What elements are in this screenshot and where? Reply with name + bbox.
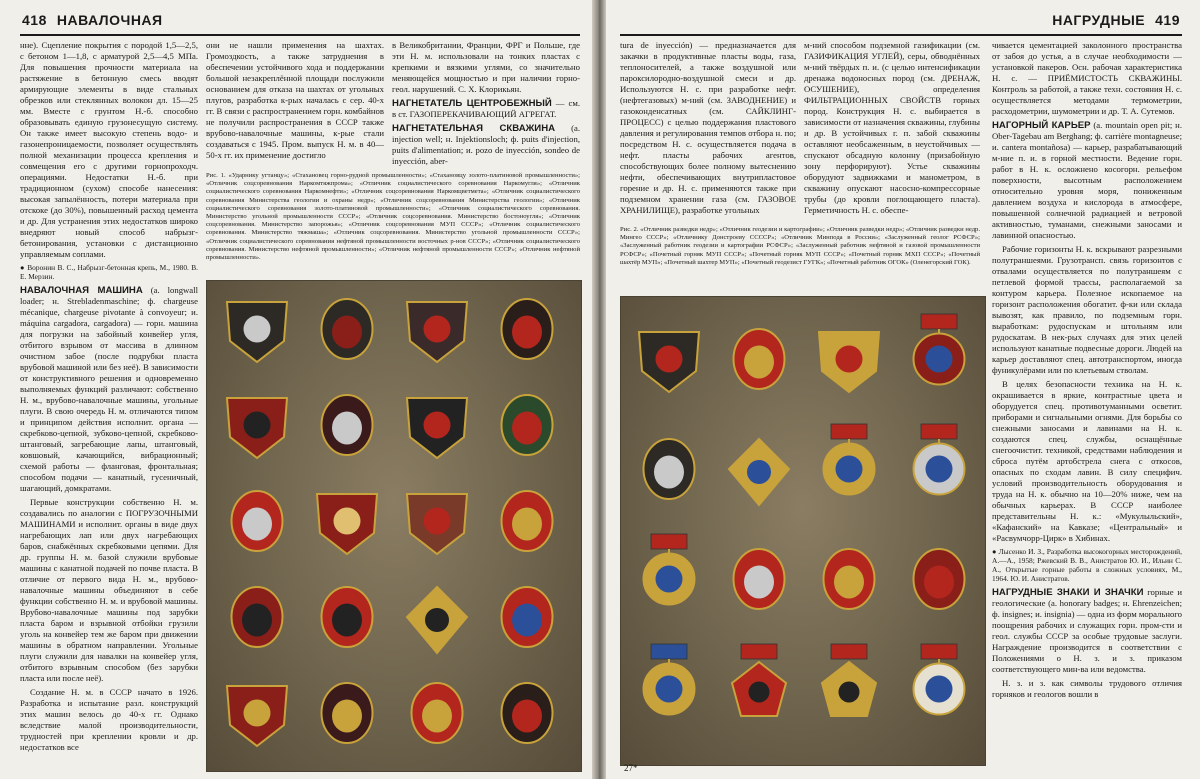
- paragraph: [206, 40, 384, 160]
- badge-shield-1: [639, 332, 699, 392]
- badge-oval-6: [322, 395, 373, 455]
- paragraph-text: в Великобритании, Франции, ФРГ и Польше, где эти Н. м. использовали на тонких пластах с крепкими и вязкими углями, со значительно меняющейся мощностью и при наличии горно-геол. нарушений. С. Х. Клорикьян.: [392, 40, 580, 94]
- badge-pent-14: [732, 644, 786, 716]
- left-head-title: НАВАЛОЧНАЯ: [56, 12, 163, 28]
- paragraph-text: Создание Н. м. в СССР начато в 1926. Разработка и испытание разл. конструкций этих машин велось до 40-х гг. Однако вследствие малой производительности, трудностей при креплении кровли и др. недостатков все: [20, 687, 198, 752]
- paragraph: [20, 40, 198, 260]
- badge-oval-20: [502, 683, 553, 743]
- signature-mark: 27*: [624, 763, 638, 773]
- article-entry: [992, 587, 1182, 675]
- paragraph-text: Рабочие горизонты Н. к. вскрывают разрезными полутраншеями. Грузотрансп. связь горизонтов с отвалами осуществляется по полутраншеям с петлевой формой трассы, располагаемой за контуром карьера. Полезное ископаемое на горизонт расположения обогатит. ф-ки или склада вывозят, как правило, по подземным горн. выработкам: рудоспускам и штольням или рудоскатам. В нек-рых случаях для этих целей используют канатные подвесные дороги. Людей на карьер доставляют спец. автотранспортом, иногда фуникулёрами или по клетьевым стволам.: [992, 244, 1182, 375]
- paragraph-text: — см. в ст. ГАЗОПЕРЕКАЧИВАЮЩИЙ АГРЕГАТ.: [392, 98, 580, 119]
- badge-medal-13: [644, 644, 695, 715]
- badge-oval-19: [412, 683, 463, 743]
- paragraph-text: м-ний способом подземной газификации (см. ГАЗИФИКАЦИЯ УГЛЕЙ), серы, обводнённых м-ний твёрдых п. и. (с целью интенсификации дренажа водоносных пород (см. ДРЕНАЖ, ОСУШЕНИЕ), определения ФИЛЬТРАЦИОННЫХ СВОЙСТВ горных пород. Конструкция Н. с. выбирается в зависимости от назначения скважины, глубины и др. В устойчивых г. п. забой скважины оставляют необсаженным, в неустойчивых — спускают обсадную колонну (призабойную зону перфорируют). Устье скважины оборудуют задвижками и манометром, в скважину опускают насосно-компрессорные трубы (до кровли поглощающего пласта). Герметичность Н. с. обеспе-: [804, 40, 980, 215]
- badge-shield-1: [227, 302, 287, 362]
- badge-oval-13: [232, 587, 283, 647]
- badge-diamond-15: [407, 587, 467, 653]
- paragraph-text: нне). Сцепление покрытия с породой 1,5—2,5, с бетоном 1—1,8, с арматурой 2,5—4,5 МПа. Для повышения прочности материала на растяжение в бетонную смесь вводят армирующие элементы в виде стальных обрезков или стеклянных волокон дл. 15—25 мм. Вместе с грунтом Н.-б. способно образовывать единую грузонесущую систему. Он также имеет высокую степень водо- и газонепроницаемости, позволяет осуществлять полной механизации процесса крепления и совмещения его с другими горнопроходч. операциями. Недостатки Н.-б. при традиционном (сухом) способе нанесения: высокая запылённость, потери материала при отскоке (до 30%), повышенный расход цемента и др. Для устранения этих недостатков широко внедряют новый способ набрызг-бетонирования, установки с дистанционно управляемым соплами.: [20, 40, 198, 259]
- paragraph-text: Н. з. и з. как символы трудового отличия горняков и геологов вошли в: [992, 678, 1182, 699]
- right-column-1: [620, 40, 796, 230]
- badge-shield-17: [227, 686, 287, 746]
- badge-oval-14: [322, 587, 373, 647]
- paragraph: [392, 40, 580, 95]
- badge-oval-4: [502, 299, 553, 359]
- right-page: [602, 0, 1200, 779]
- right-header-rule: [620, 34, 1182, 36]
- paragraph-text: (а. longwall loader; н. Strebladenmaschine; ф. chargeuse mécanique, chargeuse pivotante à convoyeur; и. máquina cargadora, cargadora) — горн. машина для погрузки на забойный конвейер угля, отбитого взрывом от массива в длинном очистном забое (после подрубки пласта врубовой машиной или без неё). В зависимости от конструктивного решения и одновременно выполняемых функций различают: собственно Н. м., врубово-навалочные машины, угольные плуги. В свою очередь Н. м. отличаются типом и принципом действия исполнит. органа — скребково-цепной, зубково-цепной, скребково-штанговый, загребающие лапы, штанговый, ковшовый, качающийся, вибрационный; схемой работы — фланговая, фронтальная; способом подачи — канатный, гусеничный, шагающий, домкратами.: [20, 285, 198, 493]
- left-page-number: 418: [22, 12, 47, 28]
- badge-oval-11: [824, 549, 875, 609]
- paragraph-text: В целях безопасности техника на Н. к. окрашивается в яркие, контрастные цвета и оборудуется спец. противотуманными осветит. приборами и сигнальными огнями. Для борьбы со снежными заносами и лавинами на Н. к. создаются спец. службы, оснащённые снегоочистит. техникой, средствами наблюдения и сброса путём артобстрела снега с откосов, опасных по сходам лавин. В силу специфич. условий производительность оборудования и труда на Н. к. обычно на 10—20% ниже, чем на обычных карьерах. В СССР наиболее представительны Н. к.: «Мукулыльский», «Кафанский» на Кавказе; «Центральный» и «Расвумчорр-Цирк» в Хибинах.: [992, 379, 1182, 543]
- badge-diamond-6: [729, 439, 789, 505]
- headword: НАГНЕТАТЕЛЬНАЯ СКВАЖИНА: [392, 123, 556, 134]
- article-entry: [20, 285, 198, 494]
- figure-1-badges-photo: [206, 280, 582, 772]
- right-column-2: [804, 40, 980, 230]
- badge-shield-3: [819, 332, 879, 392]
- headword: НАГНЕТАТЕЛЬ ЦЕНТРОБЕЖНЫЙ: [392, 98, 552, 109]
- badge-shield-5: [227, 398, 287, 458]
- paragraph-text: tura de inyección) — предназначается для закачки в продуктивные пласты воды, газа, теплоносителей, а также воздушной или пароксилородно-воздушной смеси и др. Используются Н. с. при разработке нефт. (нефтегазовых) м-ний (см. ЗАВОДНЕНИЕ) и газоконденсатных (см. САЙКЛИНГ-ПРОЦЕСС) с целью поддержания пластового давления и регулирования темпов отбора н. по; посредством Н. с. осуществляется подача в нефт. пласты рабочих агентов, способствующих более полному вытеснению нефти, обеспечивающих внутрипластовое горение и др. Н. с. применяются также при подземном хранении газа (см. ГАЗОВОЕ ХРАНИЛИЩЕ), разработке угольных: [620, 40, 796, 215]
- paragraph: [992, 244, 1182, 376]
- paragraph: [804, 40, 980, 216]
- paragraph: [620, 40, 796, 216]
- badge-oval-2: [734, 329, 785, 389]
- badge-oval-12: [502, 491, 553, 551]
- paragraph: [20, 687, 198, 753]
- badge-oval-9: [232, 491, 283, 551]
- badge-oval-16: [502, 587, 553, 647]
- badge-oval-8: [502, 395, 553, 455]
- left-column-2: [206, 40, 384, 160]
- headword: НАГОРНЫЙ КАРЬЕР: [992, 120, 1091, 131]
- paragraph-text: чивается цементацией заколонного пространства от забоя до устья, а в случае необходимости — установкой пакеров. Осн. рабочая характеристика Н. с. — ПРИЁМИСТОСТЬ СКВАЖИНЫ. Контроль за работой, а также техн. состояния Н. с. осуществляется методами термометрии, расходометрии, шумометрии и др. Т. А. Сутемов.: [992, 40, 1182, 116]
- badge-shield-7: [407, 398, 467, 458]
- right-head-title: НАГРУДНЫЕ: [1052, 12, 1146, 28]
- badge-shield-3: [407, 302, 467, 362]
- paragraph-text: (а. injection well; н. Injektionsloch; ф. puits d'injection, puits d'alimentation; и. pozo de inyección, sondeo de inyección, aber-: [392, 123, 580, 166]
- article-entry: [392, 123, 580, 167]
- badge-oval-18: [322, 683, 373, 743]
- figure-2-svg: [621, 297, 985, 765]
- paragraph-text: (а. mountain open pit; н. Ober-Tagebau am Berghang; ф. carrière montagneuse; и. cantera montañosa) — карьер, разрабатывающий м-ние п. и. в горной местности. Ведение горн. работ в Н. к. осложнено косогорн. рельефом поверхности, высотным расположением относительно уровня моря, пониженным давлением воздуха и кислорода в атмосфере, повышенной солнечной радиацией и ветровой активностью, туманами, снежными заносами и лавинной опасностью.: [992, 120, 1182, 240]
- right-running-head: [1052, 12, 1180, 32]
- headword: НАВАЛОЧНАЯ МАШИНА: [20, 285, 143, 296]
- paragraph-text: горные и геологические (а. honorary badges; н. Ehrenzeichen; ф. insignes; и. insignia) — одна из форм морального поощрения рабочих и служащих горн. пром-сти и геол. службы СССР за особые трудовые заслуги. Награждение производится в соответствии с Положениями о Н. з. и з. приказом соответствующего мин-ва или ведомства.: [992, 587, 1182, 674]
- badge-pent-15: [822, 644, 876, 716]
- paragraph: [992, 678, 1182, 700]
- paragraph-text: Первые конструкции собственно Н. м. создавались по аналогии с ПОГРУЗОЧНЫМИ МАШИНАМИ и исполнит. органы в виде двух нагребающих лап или двух нагребающих баров, снабжённых скребковыми цепями. Для др. группы Н. м. базой служили врубовые машины с канатной подачей по почве пласта. В отличие от первого вида Н. м., врубово-навалочные машины объединяют в себе функции собственно Н. м. и врубовой машины. Врубово-навалочные машины под зарубки пласта баром и взрывной отбойки грузили уголь на конвейер тем же баром при движении машины в обратном направлении. Угольные плуги служили для навалки на конвейер угля, отбитого взрывным способом (без зарубки пласта или после неё).: [20, 497, 198, 683]
- badge-medal-9: [644, 534, 695, 605]
- badge-medal-4: [914, 314, 965, 385]
- paragraph-text: они не нашли применения на шахтах. Громоздкость, а также затруднения в обеспечении устойчивого хода и поддержании большой незакреплённой площади послужили основанием для отказа на шахтах от угольных плугов, разработка к-рых началась с сер. 40-х гг. В связи с распространением горн. комбайнов не получили распространения в СССР также врубово-навалочные машины, к-рые стали создаваться с 1945. Пром. выпуск Н. м. в 40—50-х гг. их применение достигло: [206, 40, 384, 160]
- figure-1-caption: Рис. 1. «Ударнику угтанцу»; «Стахановец горно-рудной промышленности»; «Стахановцу золото-платиновой промышленности»; «Отличник соцсоревнования Наркомтяжпрома»; «Отличник социалистического соревнования Наркомугля»; «Отличник социалистического соревнования Наркомнефти»; «Отличник соцсоревнования Наркомцветмета»; «Отличник социалистического соревнования Министерства геологии и охраны недр»; «Отличник соцсоревнования Министерства геологии»; «Отличник социалистического соревнования золото-платиновой промышленности»; «Отличник социалистического соревнования. Министерство угольной промышленности СССР»; «Отличник соцсоревнования. Министерство бостоноугля»; «Отличник соцсоревнования. Министерство запорожья»; «Отличник соцсоревнования МУП СССР»; «Отличник социалистического соревнования. Министерство тяжмаша»; «Отличник соцсоревнования. Министерство угольной промышленности СССР»; «Отличник социалистического соревнования нефтяной промышленности восточных р-нов СССР»; «Отличник социалистического соревнования. Министерство нефтяной промышленности»; «Отличник нефтяной промышленности СССР»; «Отличник нефтяной промышленности».: [206, 172, 580, 262]
- paragraph: [20, 497, 198, 684]
- badge-shield-10: [317, 494, 377, 554]
- book-gutter: [592, 0, 606, 779]
- paragraph: [992, 379, 1182, 544]
- reference-note: ● Лысенко И. З., Разработка высокогорных месторождений, А.—А., 1958; Ржевский В. В., Анистратов Ю. И., Ильин С. А., Открытые горные работы в сложных условиях, М., 1964. Ю. И. Анистратов.: [992, 547, 1182, 583]
- badge-medal-8: [914, 424, 965, 495]
- right-page-number: 419: [1155, 12, 1180, 28]
- left-column-1: [20, 40, 198, 770]
- figure-2-badges-photo: [620, 296, 986, 766]
- right-column-3: [992, 40, 1182, 770]
- badge-shield-11: [407, 494, 467, 554]
- figure-2-caption: Рис. 2. «Отличник разведки недр»; «Отличник геодезии и картографии»; «Отличник разведки недр»; «Отличник разведки недр. Мингео СССР»; «Отличнику Донстроеву ССССР»; «Отличник Минпода в России»; «Заслуженный геолог РСФСР»; «Заслуженный работник геодезии и картографии РСФСР»; «Заслуженный работник нефтяной и газовой промышленности РСФСР»; «Почетный горняк МУП СССР»; «Почетный горняк МУП СССР»; «Почетный горняк МХП СССР»; «Почетный шахтёр МУП»; «Почетный шахтер МУП»; «Почетный геодезист ГУГК»; «Почетный работник ОГОК» (Оленегорский ГОК).: [620, 226, 980, 266]
- badge-oval-5: [644, 439, 695, 499]
- figure-1-svg: [207, 281, 581, 771]
- left-page: [0, 0, 596, 779]
- article-entry: [392, 98, 580, 120]
- badge-medal-7: [824, 424, 875, 495]
- paragraph: [992, 40, 1182, 117]
- left-running-head: [22, 12, 163, 32]
- reference-note: ● Воронин В. С., Набрызг-бетонная крепь, М., 1980. В. Е. Мерзин.: [20, 263, 198, 281]
- headword: НАГРУДНЫЕ ЗНАКИ И ЗНАЧКИ: [992, 587, 1144, 598]
- badge-oval-2: [322, 299, 373, 359]
- article-entry: [992, 120, 1182, 241]
- badge-oval-10: [734, 549, 785, 609]
- left-header-rule: [20, 34, 580, 36]
- badge-oval-12: [914, 549, 965, 609]
- badge-medal-16: [914, 644, 965, 715]
